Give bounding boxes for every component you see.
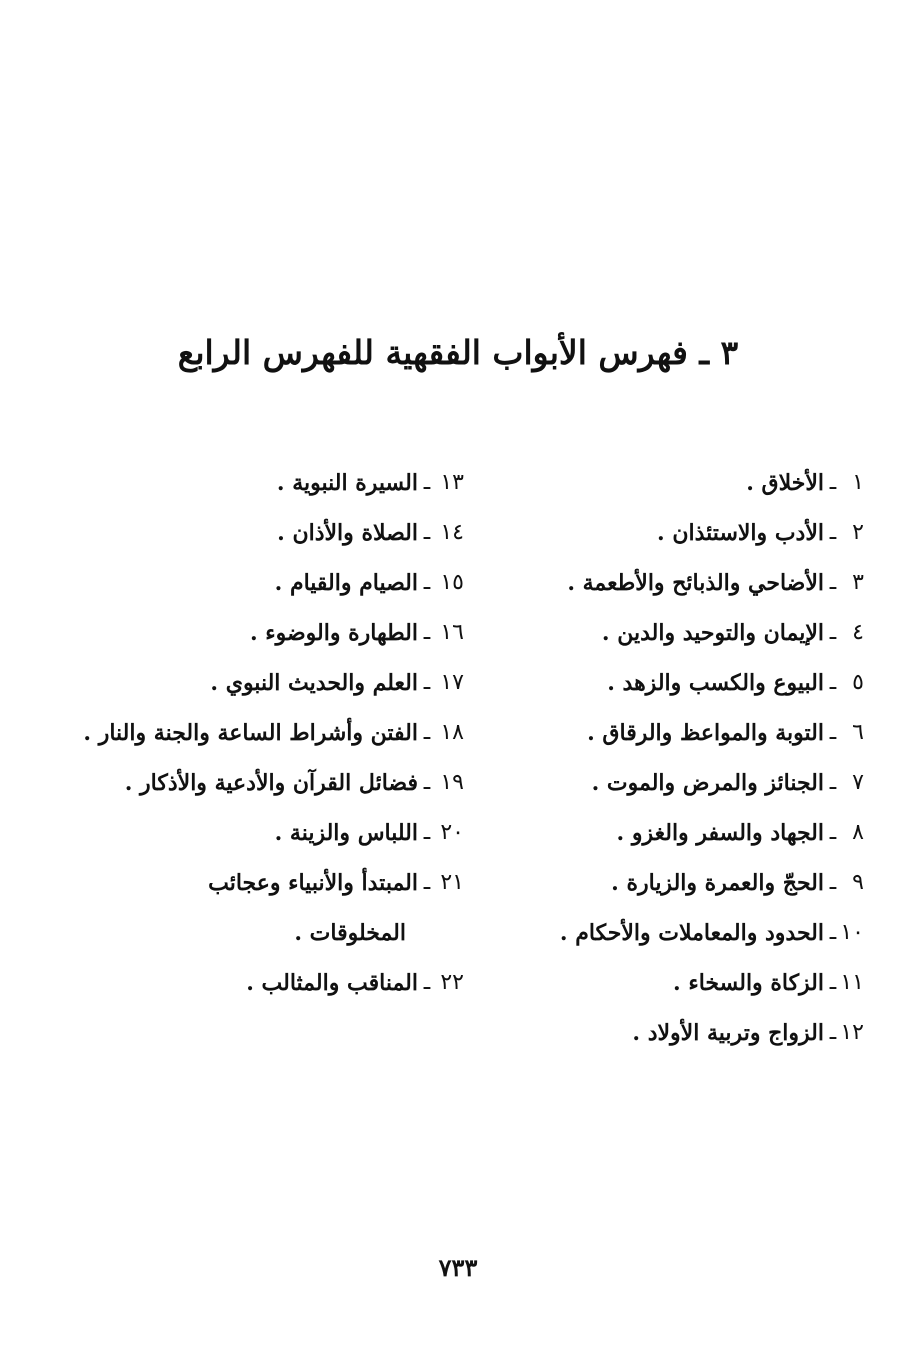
index-entry xyxy=(83,558,464,608)
index-entry xyxy=(83,958,464,1008)
entry-title: الحجّ والعمرة والزيارة . xyxy=(611,870,824,896)
entry-number: ٢٢ xyxy=(440,970,464,995)
entry-dash: ـ xyxy=(423,820,431,845)
entry-dash: ـ xyxy=(829,770,837,795)
entry-dash: ـ xyxy=(829,470,837,495)
index-entry xyxy=(560,808,864,858)
entry-dash: ـ xyxy=(829,670,837,695)
entry-number: ٢ xyxy=(852,520,864,545)
entry-number: ١٣ xyxy=(440,470,464,495)
entry-number: ١ xyxy=(852,470,864,495)
entry-number: ٨ xyxy=(852,820,864,845)
entry-title: المناقب والمثالب . xyxy=(246,970,418,996)
entry-dash: ـ xyxy=(829,620,837,645)
index-entry xyxy=(560,558,864,608)
entry-number: ١٩ xyxy=(440,770,464,795)
entry-number: ١٥ xyxy=(440,570,464,595)
entry-dash: ـ xyxy=(423,670,431,695)
entry-dash: ـ xyxy=(423,570,431,595)
entry-title: الأخلاق . xyxy=(746,470,824,496)
index-column-left xyxy=(83,458,464,1008)
index-entry xyxy=(83,508,464,558)
entry-dash: ـ xyxy=(423,770,431,795)
entry-number: ١٦ xyxy=(440,620,464,645)
entry-number: ٢١ xyxy=(440,870,464,895)
index-entry xyxy=(83,708,464,758)
entry-title: السيرة النبوية . xyxy=(276,470,418,496)
entry-dash: ـ xyxy=(829,720,837,745)
entry-title: الصيام والقيام . xyxy=(274,570,418,596)
entry-dash: ـ xyxy=(829,1020,837,1045)
entry-title: الحدود والمعاملات والأحكام . xyxy=(559,920,824,946)
index-column-right xyxy=(560,458,864,1058)
index-entry xyxy=(560,908,864,958)
entry-title: العلم والحديث النبوي . xyxy=(210,670,418,696)
entry-dash: ـ xyxy=(829,920,837,945)
entry-number: ٣ xyxy=(852,570,864,595)
entry-number: ١٢ xyxy=(840,1020,864,1045)
entry-dash: ـ xyxy=(829,870,837,895)
entry-title: الأدب والاستئذان . xyxy=(657,520,824,546)
entry-title: الأضاحي والذبائح والأطعمة . xyxy=(567,570,824,596)
index-entry xyxy=(560,458,864,508)
index-entry xyxy=(560,708,864,758)
entry-dash: ـ xyxy=(423,470,431,495)
entry-number: ١٨ xyxy=(440,720,464,745)
index-entry xyxy=(560,658,864,708)
entry-dash: ـ xyxy=(829,570,837,595)
index-entry xyxy=(83,658,464,708)
entry-number: ١٧ xyxy=(440,670,464,695)
entry-dash: ـ xyxy=(423,970,431,995)
entry-title: الطهارة والوضوء . xyxy=(249,620,418,646)
entry-number: ١٤ xyxy=(440,520,464,545)
index-entry xyxy=(560,758,864,808)
index-entry xyxy=(560,958,864,1008)
page-title: ٣ ـ فهرس الأبواب الفقهية للفهرس الرابع xyxy=(177,333,739,372)
index-entry xyxy=(83,858,464,908)
entry-dash: ـ xyxy=(829,820,837,845)
entry-number: ٦ xyxy=(852,720,864,745)
index-entry xyxy=(560,508,864,558)
entry-title: الفتن وأشراط الساعة والجنة والنار . xyxy=(83,720,418,746)
entry-title: الجهاد والسفر والغزو . xyxy=(616,820,824,846)
entry-dash: ـ xyxy=(829,970,837,995)
entry-dash: ـ xyxy=(423,620,431,645)
entry-dash: ـ xyxy=(829,520,837,545)
entry-dash: ـ xyxy=(423,870,431,895)
entry-number: ١٠ xyxy=(840,920,864,945)
entry-title: الزواج وتربية الأولاد . xyxy=(632,1020,824,1046)
page-number: ٧٣٣ xyxy=(438,1253,478,1282)
entry-number: ٩ xyxy=(852,870,864,895)
index-entry xyxy=(560,608,864,658)
entry-title: البيوع والكسب والزهد . xyxy=(607,670,824,696)
index-entry xyxy=(83,758,464,808)
index-entry xyxy=(83,458,464,508)
entry-title: الجنائز والمرض والموت . xyxy=(591,770,824,796)
index-entry xyxy=(83,608,464,658)
entry-title: فضائل القرآن والأدعية والأذكار . xyxy=(124,770,418,796)
entry-title: الإيمان والتوحيد والدين . xyxy=(601,620,824,646)
entry-number: ٥ xyxy=(852,670,864,695)
entry-number: ٧ xyxy=(852,770,864,795)
entry-title: المبتدأ والأنبياء وعجائب xyxy=(208,870,418,896)
index-entry xyxy=(560,858,864,908)
entry-dash: ـ xyxy=(423,720,431,745)
index-entry xyxy=(560,1008,864,1058)
entry-title: الصلاة والأذان . xyxy=(277,520,418,546)
index-entry xyxy=(83,808,464,858)
entry-continuation: المخلوقات . xyxy=(294,920,406,946)
entry-number: ٤ xyxy=(852,620,864,645)
entry-title: التوبة والمواعظ والرقاق . xyxy=(587,720,824,746)
entry-title: اللباس والزينة . xyxy=(274,820,418,846)
entry-number: ١١ xyxy=(840,970,864,995)
entry-dash: ـ xyxy=(423,520,431,545)
entry-title: الزكاة والسخاء . xyxy=(673,970,824,996)
entry-number: ٢٠ xyxy=(440,820,464,845)
